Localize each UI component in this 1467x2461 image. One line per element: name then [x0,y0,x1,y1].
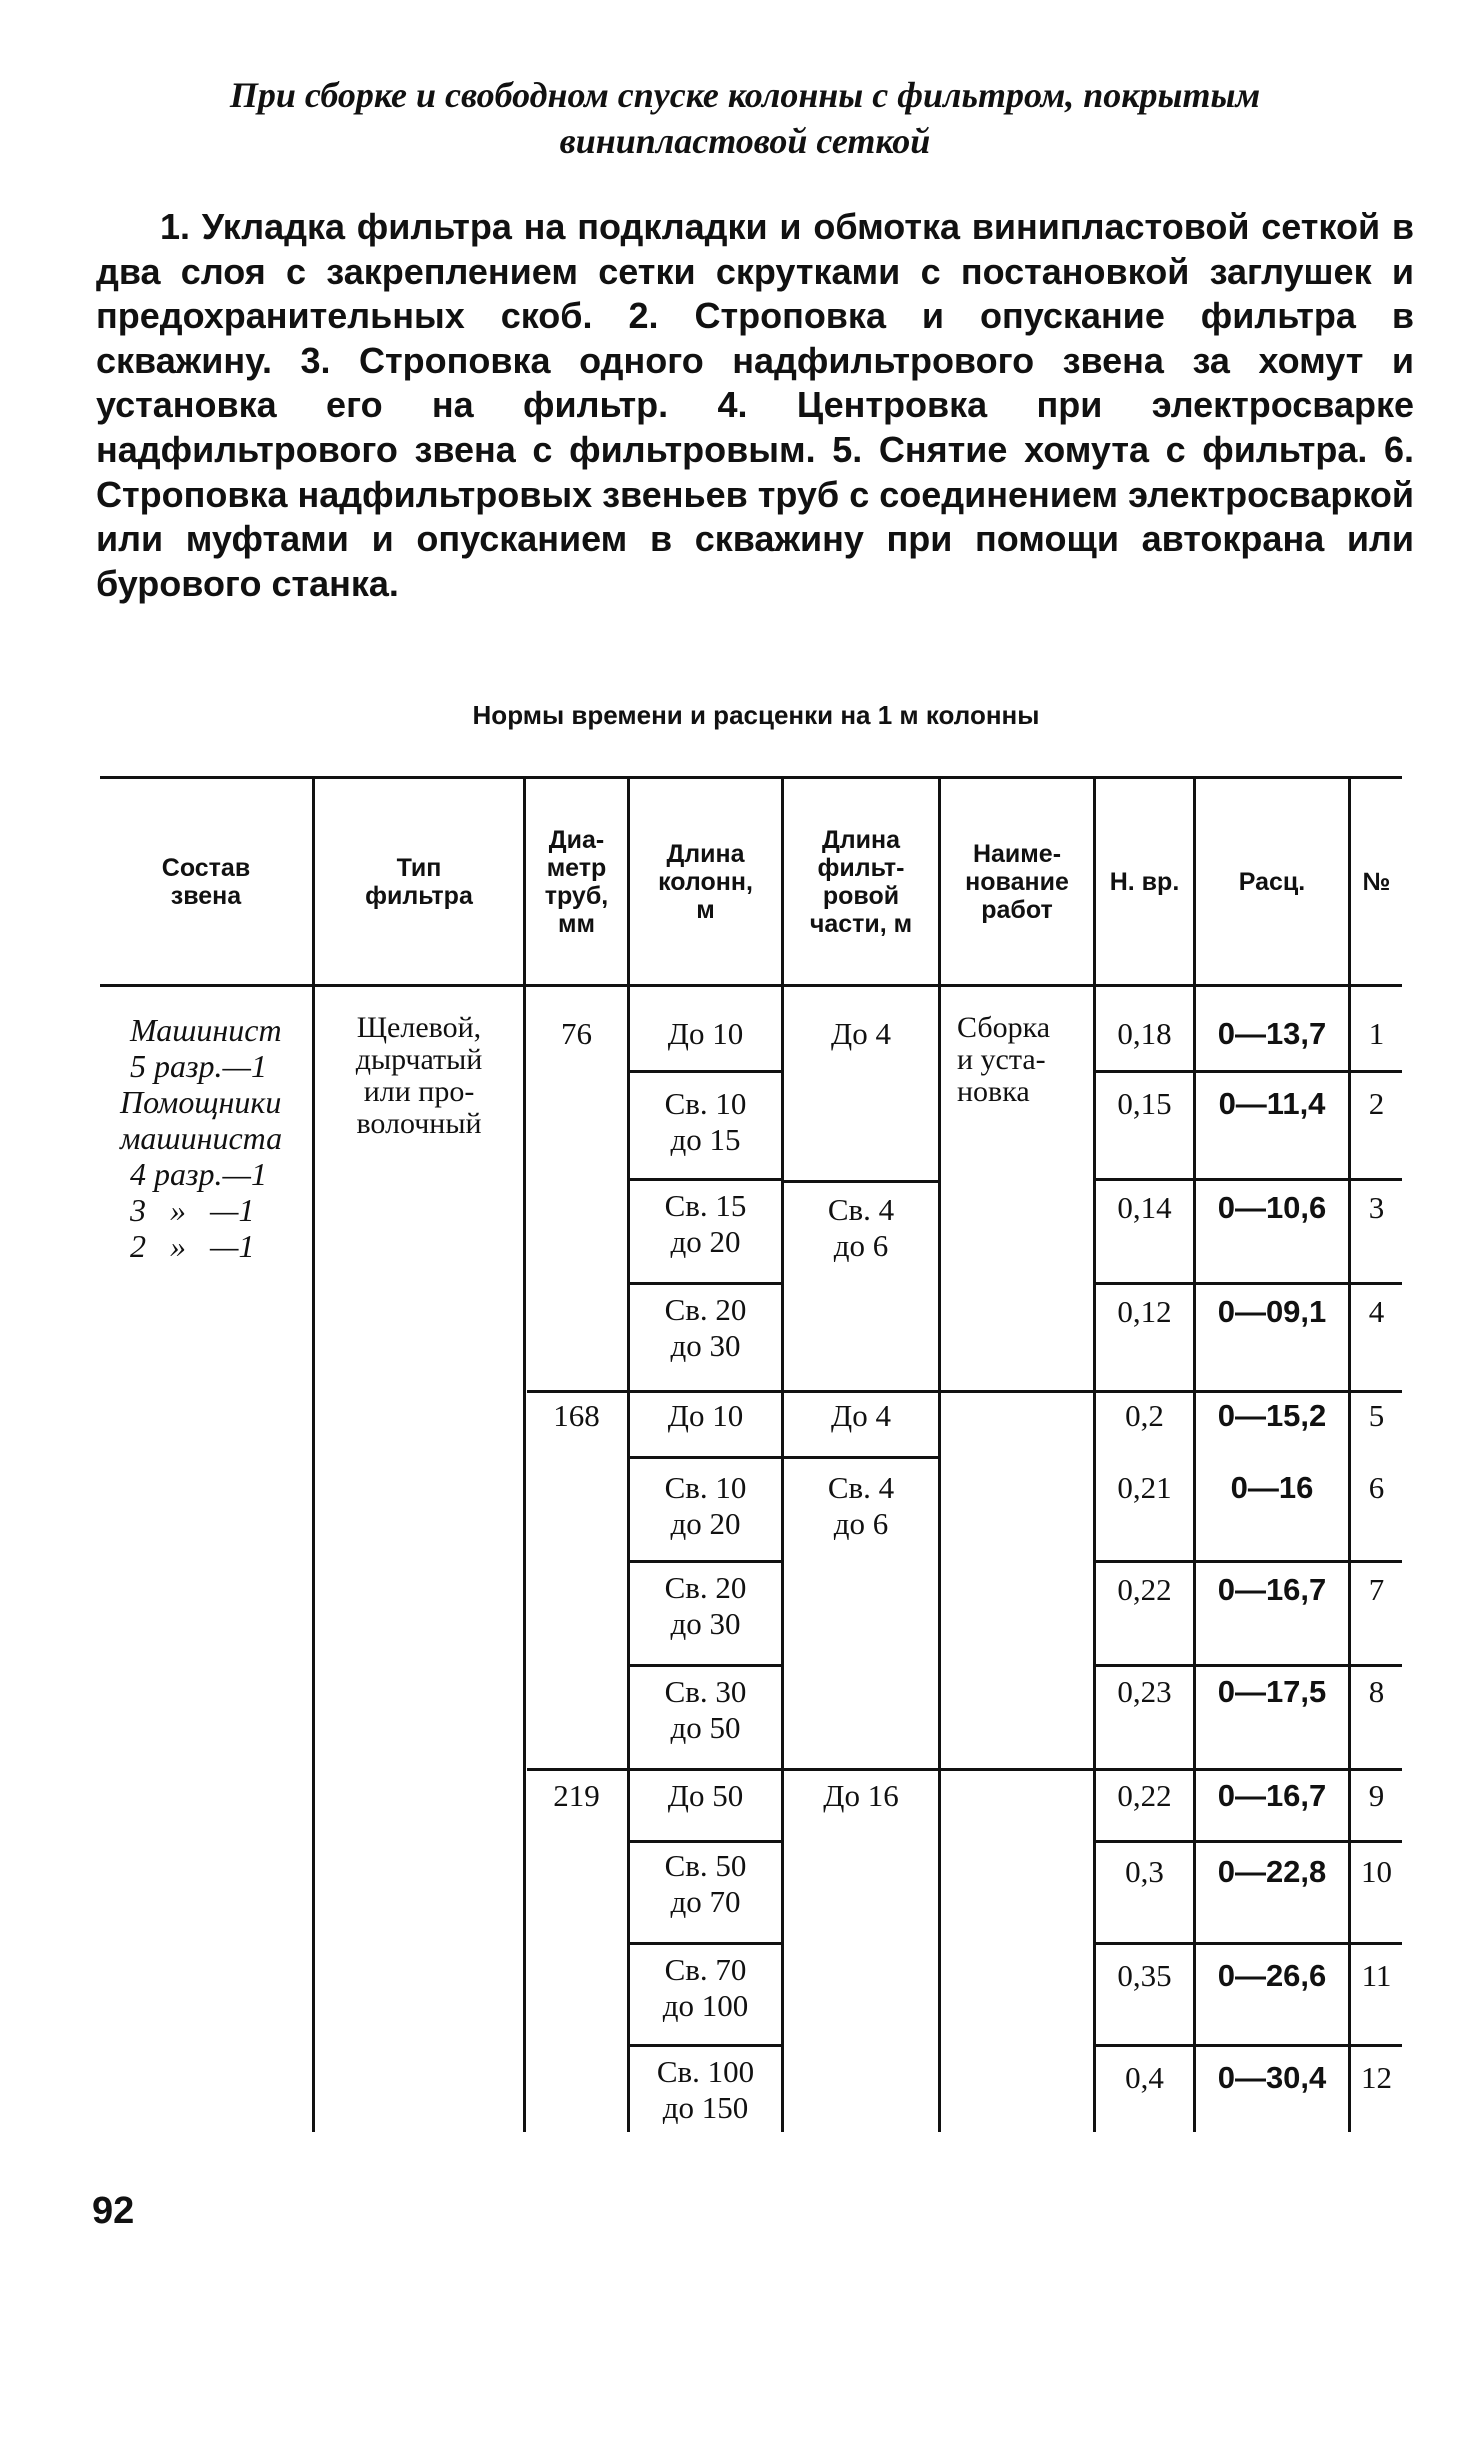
crew-composition [104,1012,312,1264]
work-name-line-1: Сборка [957,1011,1051,1044]
header-number: № [1362,868,1391,896]
length-row-rule [630,2044,781,2047]
row-number-cell: 10 [1361,1854,1392,1889]
filter-length-rule [784,1456,938,1459]
length-row-rule [630,1664,781,1667]
value-row-rule [1096,1942,1402,1945]
column-length-cell: Св. 50 до 70 [664,1848,747,1919]
rate-cell: 0—10,6 [1217,1190,1327,1225]
row-number-cell: 3 [1368,1190,1385,1225]
row-number-cell: 5 [1368,1398,1385,1433]
header-rate: Расц. [1238,868,1306,896]
filter-length-rule [784,1180,938,1183]
row-number-cell: 2 [1368,1086,1385,1121]
diameter-cell: 219 [553,1778,600,1813]
length-row-rule [630,1070,781,1073]
filter-type [315,1012,523,1140]
norm-time-cell: 0,4 [1125,2060,1164,2095]
crew-line-3: Помощники [120,1084,282,1120]
page-number: 92 [92,2190,135,2232]
heading-line-2: винипластовой сеткой [559,121,931,161]
work-name [957,1012,1093,1108]
table-title: Нормы времени и расценки на 1 м колонны [472,700,1040,730]
column-length-cell: Св. 100 до 150 [656,2054,755,2125]
crew-line-6: 3 » —1 [130,1192,255,1228]
value-row-rule [1096,1664,1402,1667]
value-row-rule [1096,1560,1402,1563]
norm-time-cell: 0,23 [1117,1674,1172,1709]
filter-length-cell: Св. 4 до 6 [827,1192,895,1263]
crew-line-5: 4 разр.—1 [130,1156,267,1192]
header-work-name: Наиме- нование работ [965,840,1069,924]
row-number-cell: 12 [1361,2060,1392,2095]
diameter-cell: 76 [561,1016,592,1051]
filter-type-line-1: Щелевой, [356,1011,482,1044]
header-diameter: Диа- метр труб, мм [544,826,609,938]
rate-cell: 0—22,8 [1217,1854,1327,1889]
rate-cell: 0—15,2 [1217,1398,1327,1433]
column-length-cell: Св. 15 до 20 [664,1188,747,1259]
value-row-rule [1096,1840,1402,1843]
norm-time-cell: 0,2 [1125,1398,1164,1433]
filter-length-cell: До 16 [823,1778,899,1813]
filter-type-line-2: дырчатый [355,1043,483,1076]
header-column-length: Длина колонн, м [658,840,753,924]
row-number-cell: 6 [1368,1470,1385,1505]
filter-length-cell: До 4 [831,1016,891,1051]
norm-time-cell: 0,12 [1117,1294,1172,1329]
column-length-cell: Св. 70 до 100 [662,1952,749,2023]
row-number-cell: 9 [1368,1778,1385,1813]
header-filter-type: Тип фильтра [365,854,473,910]
rate-cell: 0—11,4 [1218,1086,1326,1121]
crew-line-1: Машинист [130,1012,282,1048]
work-description-paragraph: 1. Укладка фильтра на подкладки и обмотка винипластовой сеткой в два слоя с закреплением сетки скрутками с постановкой заглушек и предохранительных скоб. 2. Строповка и опускание фильтра в скважину. 3. Строповка одного надфильтрового звена за хомут и установка его на фильтр. 4. Центровка при электросварке надфильтрового звена с фильтровым. 5. Снятие хомута с фильтра. 6. Строповка надфильтровых звеньев труб с соединением электросваркой или муфтами и опусканием в скважину при помощи автокрана или бурового станка. [96,206,1414,604]
norm-time-cell: 0,15 [1117,1086,1172,1121]
rate-cell: 0—16,7 [1217,1778,1327,1813]
rate-cell: 0—09,1 [1217,1294,1327,1329]
rate-cell: 0—26,6 [1217,1958,1327,1993]
value-row-rule [1096,1178,1402,1181]
row-number-cell: 4 [1368,1294,1385,1329]
column-length-cell: Св. 10 до 20 [664,1470,747,1541]
row-number-cell: 1 [1368,1016,1385,1051]
value-row-rule [1096,1282,1402,1285]
length-row-rule [630,1560,781,1563]
norm-time-cell: 0,21 [1117,1470,1172,1505]
rate-cell: 0—16,7 [1217,1572,1327,1607]
row-number-cell: 7 [1368,1572,1385,1607]
rate-cell: 0—30,4 [1217,2060,1327,2095]
column-length-cell: Св. 30 до 50 [664,1674,747,1745]
length-row-rule [630,1282,781,1285]
filter-type-line-4: волочный [356,1107,482,1140]
filter-length-cell: Св. 4 до 6 [827,1470,895,1541]
rate-cell: 0—17,5 [1217,1674,1327,1709]
row-number-cell: 11 [1361,1958,1392,1993]
header-crew: Состав звена [161,854,251,910]
column-length-cell: До 10 [667,1016,744,1051]
column-length-cell: До 10 [667,1398,744,1433]
filter-length-cell: До 4 [831,1398,891,1433]
filter-type-line-3: или про- [363,1075,475,1108]
length-row-rule [630,1942,781,1945]
heading-line-1: При сборке и свободном спуске колонны с фильтром, покрытым [229,75,1261,115]
length-row-rule [630,1456,781,1459]
norm-time-cell: 0,3 [1125,1854,1164,1889]
table-top-rule [100,776,1402,779]
rate-cell: 0—13,7 [1217,1016,1327,1051]
header-filter-length: Длина фильт- ровой части, м [809,826,913,938]
group-rule [527,1768,1402,1771]
norm-time-cell: 0,22 [1117,1572,1172,1607]
column-length-cell: Св. 20 до 30 [664,1292,747,1363]
value-row-rule [1096,2044,1402,2047]
crew-line-7: 2 » —1 [130,1228,255,1264]
rate-cell: 0—16 [1230,1470,1314,1505]
norm-time-cell: 0,22 [1117,1778,1172,1813]
crew-line-4: машиниста [120,1120,283,1156]
column-length-cell: Св. 20 до 30 [664,1570,747,1641]
norm-time-cell: 0,18 [1117,1016,1172,1051]
column-length-cell: Св. 10 до 15 [664,1086,747,1157]
crew-line-2: 5 разр.—1 [130,1048,267,1084]
diameter-cell: 168 [553,1398,600,1433]
length-row-rule [630,1840,781,1843]
length-row-rule [630,1178,781,1181]
row-number-cell: 8 [1368,1674,1385,1709]
norm-time-cell: 0,35 [1117,1958,1172,1993]
column-length-cell: До 50 [667,1778,744,1813]
group-rule [527,1390,1402,1393]
header-bottom-rule [100,984,1402,987]
value-row-rule [1096,1070,1402,1073]
work-name-line-2: и уста- [957,1043,1046,1076]
work-name-line-3: новка [957,1075,1030,1108]
header-norm-time: Н. вр. [1109,868,1180,896]
norm-time-cell: 0,14 [1117,1190,1172,1225]
